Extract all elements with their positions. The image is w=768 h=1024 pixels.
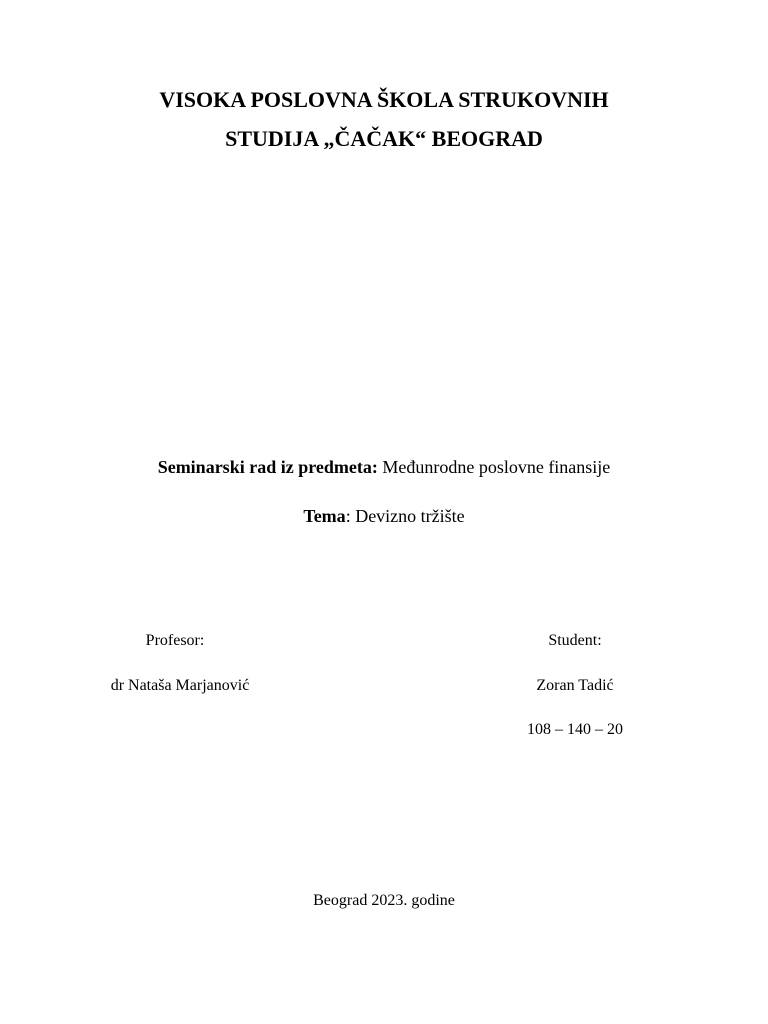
- professor-label: Profesor:: [145, 632, 205, 649]
- professor-name: dr Nataša Marjanović: [110, 677, 250, 694]
- place-and-date: Beograd 2023. godine: [313, 892, 455, 909]
- subject-value: Međunrodne poslovne finansije: [377, 457, 611, 477]
- student-index-number: 108 – 140 – 20: [527, 721, 623, 738]
- topic-line: [0, 504, 768, 528]
- topic-value: : Devizno tržište: [345, 506, 465, 526]
- topic-label: Tema: [303, 506, 346, 526]
- student-name: Zoran Tadić: [536, 677, 614, 694]
- student-label: Student:: [548, 632, 602, 649]
- subject-label: Seminarski rad iz predmeta:: [157, 457, 378, 477]
- school-name-line-2: STUDIJA „ČAČAK“ BEOGRAD: [225, 126, 543, 151]
- subject-line: [0, 455, 768, 479]
- school-name-line-1: VISOKA POSLOVNA ŠKOLA STRUKOVNIH: [159, 87, 609, 112]
